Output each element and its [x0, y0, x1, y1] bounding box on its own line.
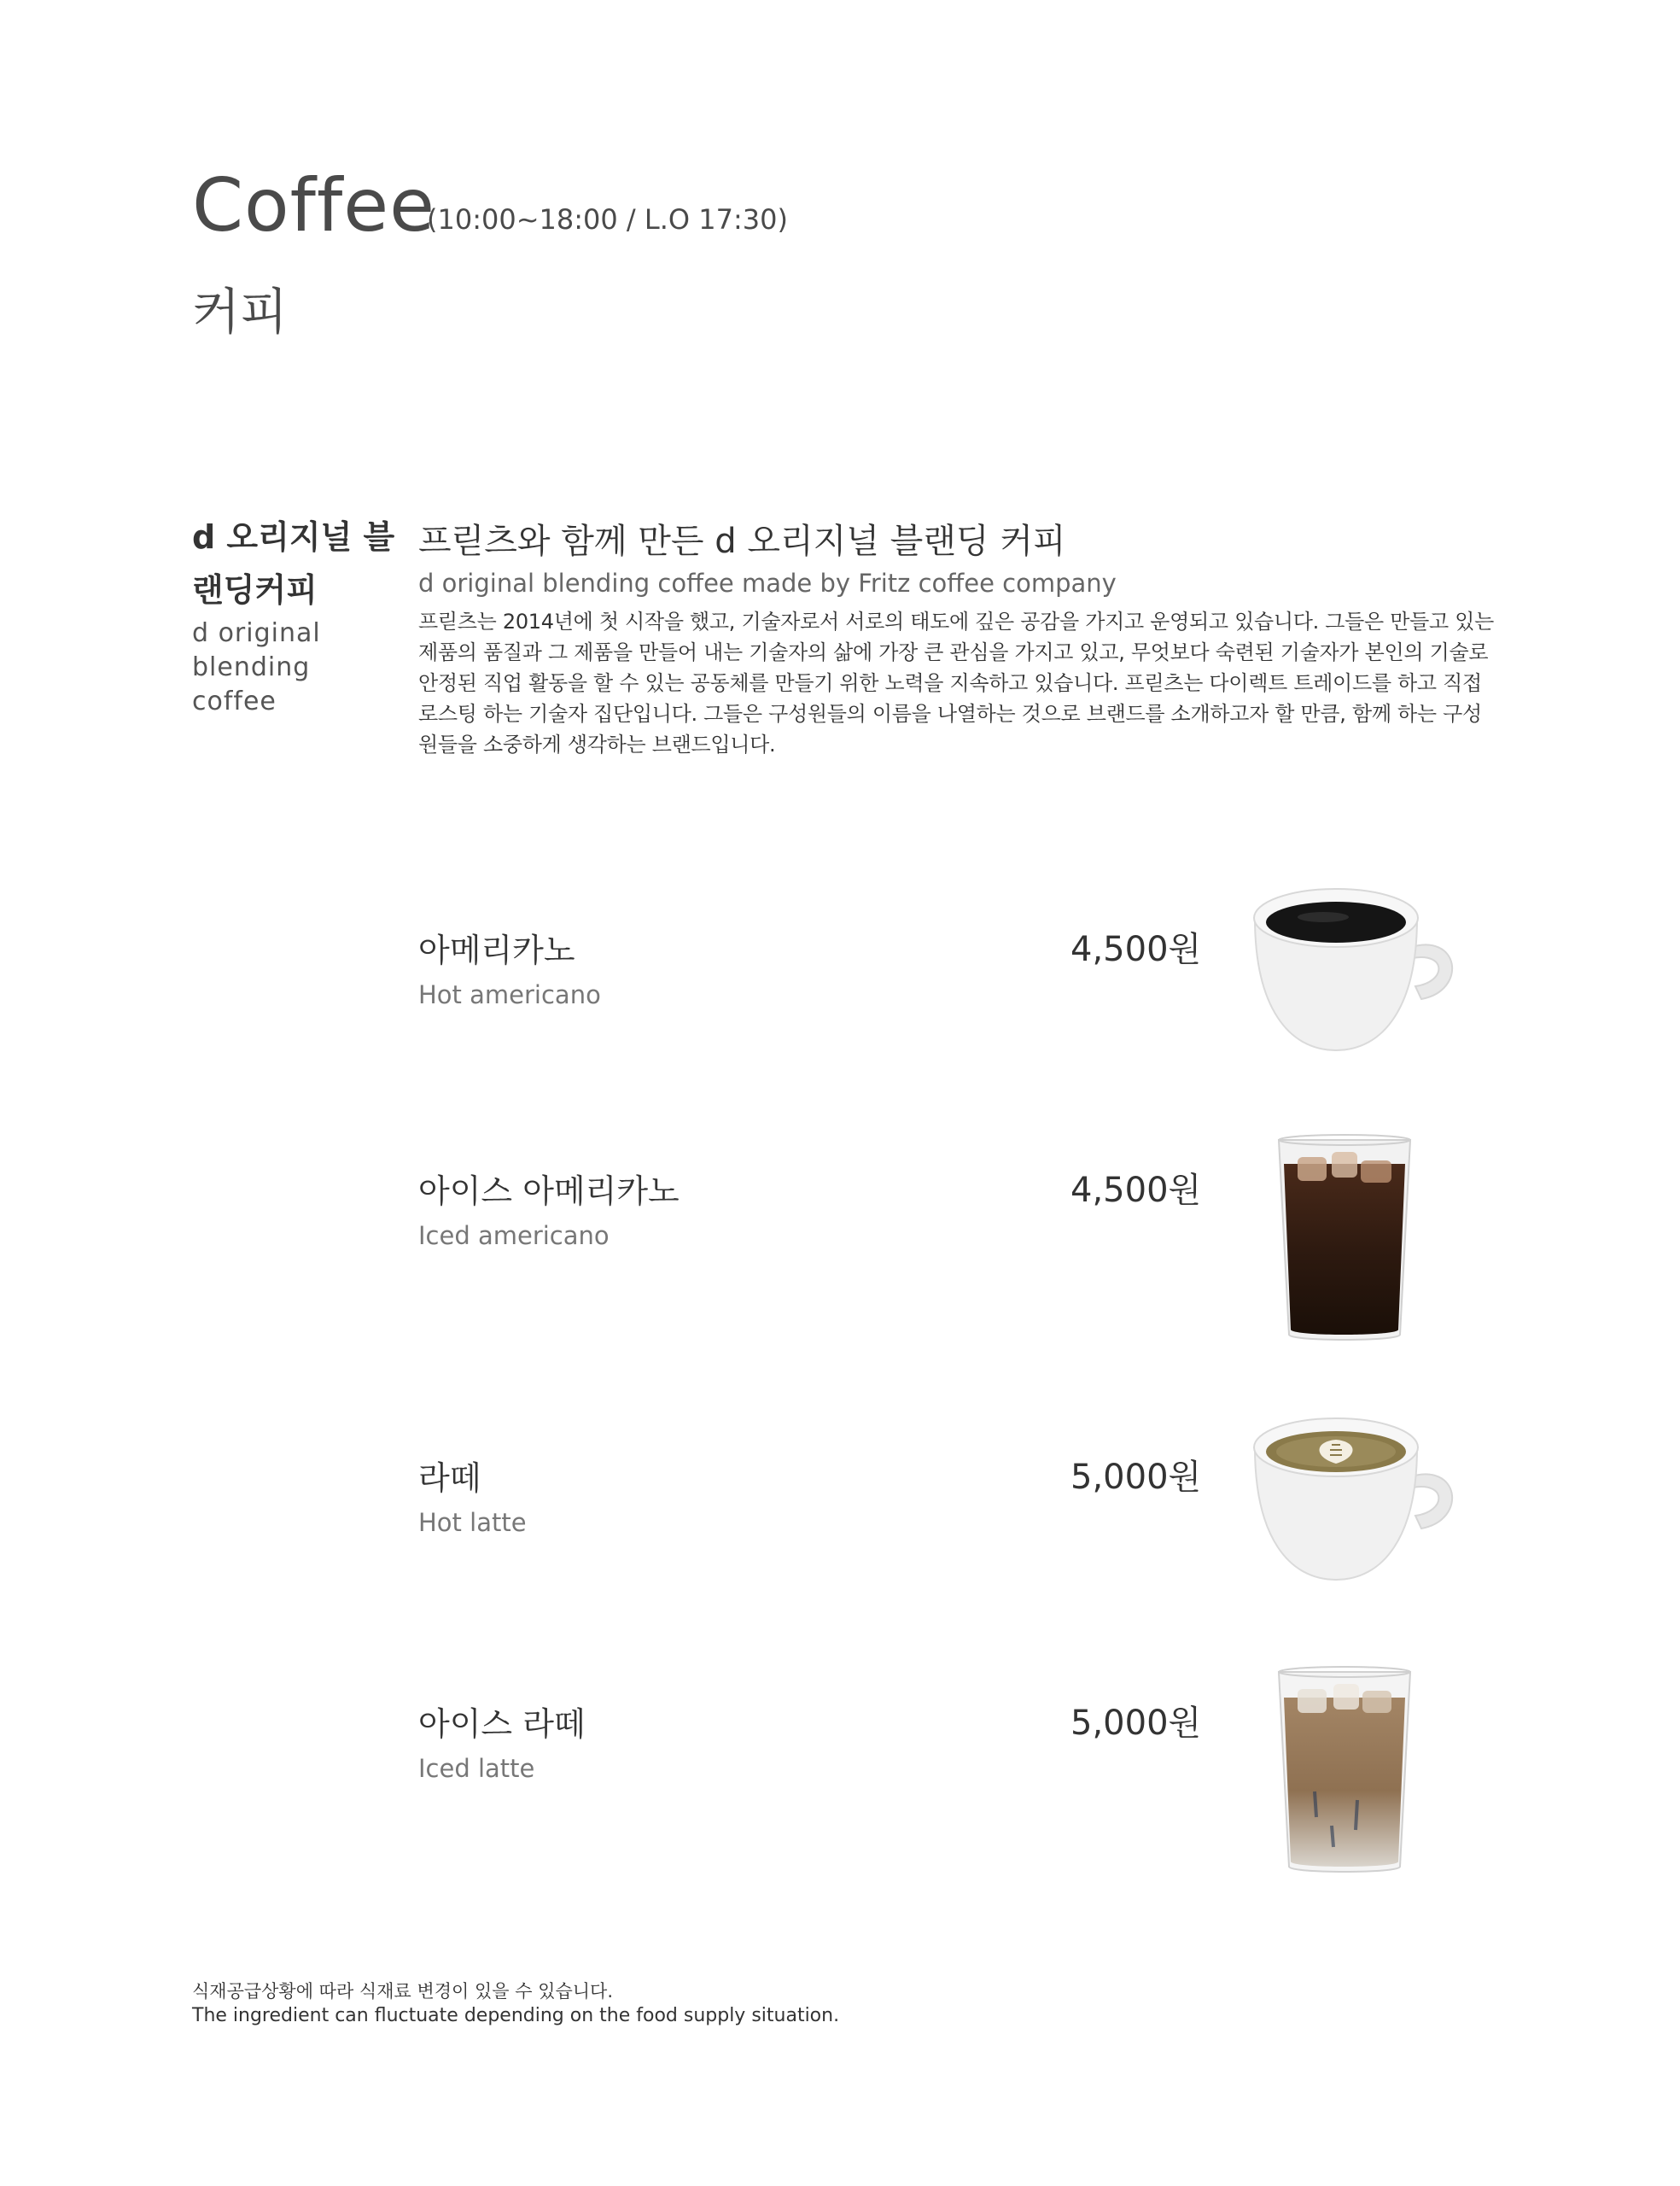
item-price: 4,500원	[1070, 930, 1202, 969]
section-title-en: d original blending coffee made by Fritz coffee company	[418, 569, 1117, 598]
item-name-ko: 아이스 아메리카노	[418, 1172, 680, 1210]
hot-latte-cup-icon	[1246, 1409, 1477, 1588]
item-name-en: Hot americano	[418, 980, 601, 1009]
item-name-ko: 아메리카노	[418, 932, 575, 969]
item-price: 5,000원	[1070, 1458, 1202, 1497]
footer-note-ko: 식재공급상황에 따라 식재료 변경이 있을 수 있습니다.	[192, 1981, 614, 2002]
section-label-ko: d 오리지널 블랜딩커피	[192, 518, 395, 609]
item-price: 4,500원	[1070, 1171, 1202, 1210]
page-subtitle: 커피	[192, 283, 289, 341]
section-label-en: d original blending coffee	[192, 618, 321, 716]
item-name-ko: 라떼	[418, 1459, 481, 1497]
item-price: 5,000원	[1070, 1704, 1202, 1743]
hot-americano-cup-icon	[1246, 880, 1477, 1059]
item-name-en: Hot latte	[418, 1508, 527, 1537]
footer-note-en: The ingredient can fluctuate depending on the food supply situation.	[192, 2005, 840, 2026]
page-title: Coffee	[192, 163, 436, 248]
item-name-en: Iced americano	[418, 1221, 610, 1250]
opening-hours: (10:00~18:00 / L.O 17:30)	[427, 203, 788, 236]
iced-latte-glass-icon	[1272, 1663, 1417, 1877]
iced-americano-glass-icon	[1272, 1131, 1417, 1345]
item-name-ko: 아이스 라떼	[418, 1705, 586, 1743]
section-title-ko: 프릳츠와 함께 만든 d 오리지널 블랜딩 커피	[418, 522, 1066, 561]
section-description: 프릳츠는 2014년에 첫 시작을 했고, 기술자로서 서로의 태도에 깊은 공감을 가지고 운영되고 있습니다. 그들은 만들고 있는 제품의 품질과 그 제품을 만들어 내는 기술자의 삶에 가장 큰 관심을 가지고 있고, 무엇보다 숙련된 기술자가 본인의 기술로 안정된 직업 활동을 할 수 있는 공동체를 만들기 위한 노력을 지속하고 있습니다. 프릳츠는 다이렉트 트레이드를 하고 직접 로스팅 하는 기술자 집단입니다. 그들은 구성원들의 이름을 나열하는 것으로 브랜드를 소개하고자 할 만큼, 함께 하는 구성원들을 소중하게 생각하는 브랜드입니다.	[418, 610, 1495, 757]
item-name-en: Iced latte	[418, 1754, 535, 1783]
